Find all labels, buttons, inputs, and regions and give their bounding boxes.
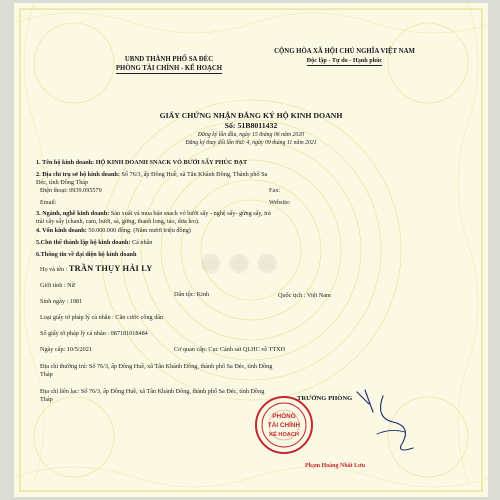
- handwritten-signature: [343, 382, 433, 457]
- document-content: [14, 3, 488, 497]
- representative-heading: 6.Thông tin về đại diện hộ kinh doanh: [36, 251, 137, 258]
- contact-address-field: Địa chỉ liên lạc: Số 76/3, ấp Đông Huề, xã Tân Khánh Đông, thành phố Sa Đéc, tỉnh Đồng: [40, 388, 265, 395]
- capital-row: [36, 227, 191, 235]
- motto-line-2: Độc lập - Tự do - Hạnh phúc: [306, 57, 383, 64]
- signer-name: Phạm Hoàng Nhất Lưu: [305, 463, 366, 469]
- business-lines-label: 3. Ngành, nghề kinh doanh:: [36, 210, 110, 217]
- change-registration: Đăng ký thay đổi lần thứ: 4, ngày 09 tháng 11 năm 2021: [185, 140, 317, 146]
- authority-line-1: UBND THÀNH PHỐ SA ĐÉC: [124, 56, 214, 63]
- website-field: Website:: [269, 199, 291, 206]
- business-lines-row: [36, 210, 271, 218]
- representative-name-value: TRẦN THỤY HẢI LY: [68, 264, 153, 273]
- certificate-number: Số: 51B8011432: [224, 121, 278, 130]
- nationality-field: Quốc tịch : Việt Nam: [278, 292, 331, 299]
- ethnicity-field: Dân tộc: Kinh: [174, 291, 210, 298]
- title-heading: GIẤY CHỨNG NHẬN ĐĂNG KÝ HỘ KINH DOANH: [159, 111, 343, 120]
- business-name-row: [36, 159, 247, 167]
- gender-field: Giới tính : Nữ: [40, 282, 75, 289]
- address-label: 2. Địa chỉ trụ sở hộ kinh doanh:: [36, 171, 120, 178]
- motto-line-1: CỘNG HÒA XÃ HỘI CHỦ NGHĨA VIỆT NAM: [274, 48, 415, 55]
- birth-field: Sinh ngày : 1981: [40, 298, 83, 305]
- permanent-address-field: Địa chỉ thường trú: Số 76/3, ấp Đông Huề, xã Tân Khánh Đông, thành phố Sa Đéc, tỉnh Đồng: [40, 363, 273, 370]
- certificate-document: [14, 3, 488, 497]
- address-value: Số 76/3, ấp Đông Huề, xã Tân Khánh Đông, Thành phố Sa: [121, 171, 268, 178]
- background-watermark: ✺ ✺ ✺: [199, 250, 279, 279]
- issuing-authority: [94, 55, 244, 74]
- address-row: [36, 171, 267, 179]
- capital-in-words: (Năm mươi triệu đồng): [133, 227, 191, 234]
- email-field: Email:: [40, 199, 57, 206]
- permanent-address-cont: Tháp: [40, 371, 53, 378]
- document-title: [14, 111, 488, 131]
- official-seal: [254, 395, 314, 455]
- business-name-value: HỘ KINH DOANH SNACK VỎ BƯỞI SẤY PHÚC ĐẠT: [95, 159, 248, 166]
- contact-address-cont: Tháp: [40, 396, 53, 403]
- business-lines-value: Sản xuất và mua bán snack vỏ bưởi sấy - nghệ sấy- gừng sấy, trà: [110, 210, 271, 217]
- registration-dates: [14, 131, 488, 147]
- id-type-field: Loại giấy tờ pháp lý cá nhân : Căn cước công dân: [40, 314, 164, 321]
- id-number-field: Số giấy tờ pháp lý cá nhân : 087181018484: [40, 330, 148, 337]
- fax-field: Fax:: [269, 187, 281, 194]
- seal-text-top: PHÒNG: [272, 413, 296, 420]
- national-motto: [252, 47, 437, 66]
- founder-type-label: 5.Chủ thể thành lập hộ kinh doanh:: [36, 239, 131, 246]
- signer-title: TRƯỞNG PHÒNG: [297, 395, 353, 402]
- representative-name-row: [40, 265, 153, 274]
- business-name-label: 1. Tên hộ kinh doanh:: [36, 159, 95, 166]
- capital-value: 50.000.000 đồng.: [88, 227, 132, 234]
- representative-name-label: Họ và tên :: [40, 266, 68, 273]
- seal-text-bottom: KẾ HOẠCH: [269, 432, 299, 438]
- first-registration: Đăng ký lần đầu, ngày 15 tháng 06 năm 2020: [197, 132, 305, 138]
- founder-type-row: [36, 239, 152, 247]
- issuer-field: Cơ quan cấp: Cục Cảnh sát QLHC về TTXH: [174, 346, 286, 353]
- authority-line-2: PHÒNG TÀI CHÍNH - KẾ HOẠCH: [115, 65, 223, 72]
- founder-type-value: Cá nhân: [131, 239, 153, 246]
- issue-date-field: Ngày cấp: 10/5/2021: [40, 346, 92, 353]
- business-lines-cont: trái cây sấy (chanh, cam, bưởi, sả, gừng, thanh long, táo, dưa leo).: [36, 218, 200, 225]
- seal-text-middle: TÀI CHÍNH: [267, 422, 301, 429]
- address-value-cont: Đéc, tỉnh Đồng Tháp: [36, 179, 89, 186]
- phone-field: Điện thoại: 0939.095579: [40, 187, 102, 194]
- capital-label: 4. Vốn kinh doanh:: [36, 227, 87, 234]
